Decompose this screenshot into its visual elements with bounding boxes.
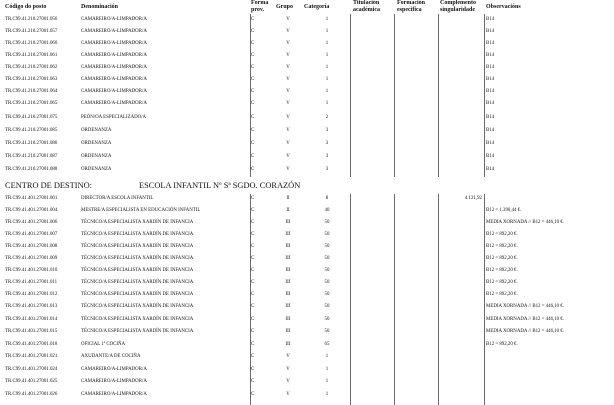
post-denomination: MESTRE/A ESPECIALISTA EN EDUCACIÓN INFANTIL xyxy=(81,208,201,213)
post-forma: C xyxy=(251,280,255,285)
table-row xyxy=(0,195,614,203)
post-grupo: V xyxy=(286,154,290,159)
post-categoria: 65 xyxy=(324,342,330,347)
post-grupo: V xyxy=(286,17,290,22)
post-observacions: B14 xyxy=(486,65,495,70)
post-code: TR.C99.41.401.27001.015 xyxy=(5,329,58,334)
post-code: TR.C99.41.210.27001.086 xyxy=(5,141,58,146)
post-forma: C xyxy=(251,354,255,359)
post-categoria: 2 xyxy=(325,115,329,120)
post-forma: C xyxy=(251,220,255,225)
post-denomination: CAMAREIRO/A-LIMPADOR/A xyxy=(81,17,147,22)
post-observacions: MEDIA XORNADA // B12 = 446,10 €. xyxy=(486,304,565,309)
table-row xyxy=(0,243,614,251)
post-categoria: 50 xyxy=(324,232,330,237)
post-grupo: III xyxy=(285,317,291,322)
post-forma: C xyxy=(251,304,255,309)
post-forma: C xyxy=(251,101,255,106)
post-denomination: TÉCNICO/A ESPECIALISTA XARDÍN DE INFANCIA xyxy=(81,329,194,334)
post-observacions: B14 xyxy=(486,17,495,22)
header-titulacion: Titulación académica xyxy=(353,0,380,13)
table-row xyxy=(0,366,614,374)
table-row xyxy=(0,231,614,239)
post-observacions: B14 xyxy=(486,154,495,159)
section-center-name: ESCOLA INFANTIL Nº Sª SGDO. CORAZÓN xyxy=(139,181,301,190)
post-grupo: III xyxy=(285,256,291,261)
post-code: TR.C99.41.401.27001.021 xyxy=(5,354,58,359)
post-forma: C xyxy=(251,329,255,334)
post-denomination: ORDENANZA xyxy=(81,128,112,133)
post-code: TR.C99.41.210.27001.075 xyxy=(5,115,58,120)
post-grupo: III xyxy=(285,304,291,309)
post-categoria: 3 xyxy=(325,167,329,172)
table-row xyxy=(0,16,614,24)
post-code: TR.C99.41.401.27001.007 xyxy=(5,232,58,237)
post-denomination: DIRECTOR/A ESCOLA INFANTIL xyxy=(81,196,154,201)
section-heading xyxy=(5,180,614,192)
post-grupo: V xyxy=(286,379,290,384)
post-observacions: B14 xyxy=(486,77,495,82)
table-row xyxy=(0,140,614,148)
post-categoria: 50 xyxy=(324,244,330,249)
post-forma: C xyxy=(251,128,255,133)
post-forma: C xyxy=(251,392,255,397)
post-code: TR.C99.41.210.27001.065 xyxy=(5,101,58,106)
table-row xyxy=(0,153,614,161)
post-grupo: V xyxy=(286,128,290,133)
table-row xyxy=(0,127,614,135)
post-code: TR.C99.41.401.27001.025 xyxy=(5,379,58,384)
post-code: TR.C99.41.210.27001.088 xyxy=(5,167,58,172)
post-forma: C xyxy=(251,208,255,213)
post-code: TR.C99.41.401.27001.008 xyxy=(5,244,58,249)
table-row xyxy=(0,353,614,361)
post-observacions: B12 = 892,20 €. xyxy=(486,292,518,297)
post-forma: C xyxy=(251,367,255,372)
post-grupo: III xyxy=(285,220,291,225)
post-forma: C xyxy=(251,141,255,146)
post-denomination: TÉCNICO/A ESPECIALISTA XARDÍN DE INFANCIA xyxy=(81,268,194,273)
post-grupo: V xyxy=(286,41,290,46)
post-forma: C xyxy=(251,154,255,159)
post-grupo: III xyxy=(285,232,291,237)
header-codigo: Código do posto xyxy=(5,4,47,10)
post-categoria: 3 xyxy=(325,128,329,133)
post-denomination: TÉCNICO/A ESPECIALISTA XARDÍN DE INFANCIA xyxy=(81,256,194,261)
post-categoria: 1 xyxy=(325,77,329,82)
post-observacions: B12 = 892,20 €. xyxy=(486,256,518,261)
header-complemento: Complemento singularidade xyxy=(440,0,476,13)
table-row xyxy=(0,303,614,311)
table-row xyxy=(0,255,614,263)
post-denomination: CAMAREIRO/A-LIMPADOR/A xyxy=(81,392,147,397)
post-forma: C xyxy=(251,256,255,261)
post-grupo: III xyxy=(285,329,291,334)
post-categoria: 1 xyxy=(325,29,329,34)
post-forma: C xyxy=(251,29,255,34)
table-row xyxy=(0,76,614,84)
table-row xyxy=(0,166,614,174)
post-observacions: B14 xyxy=(486,101,495,106)
post-denomination: TÉCNICO/A ESPECIALISTA XARDÍN DE INFANCIA xyxy=(81,304,194,309)
post-observacions: B14 xyxy=(486,41,495,46)
post-categoria: 50 xyxy=(324,280,330,285)
post-forma: C xyxy=(251,115,255,120)
post-denomination: CAMAREIRO/A-LIMPADOR/A xyxy=(81,65,147,70)
post-code: TR.C99.41.210.27001.060 xyxy=(5,41,58,46)
post-observacions: MEDIA XORNADA // B12 = 446,10 €. xyxy=(486,220,565,225)
section-label: CENTRO DE DESTINO: xyxy=(5,181,93,190)
post-categoria: 1 xyxy=(325,392,329,397)
post-code: TR.C99.41.401.27001.004 xyxy=(5,208,58,213)
table-row xyxy=(0,114,614,122)
post-categoria: 1 xyxy=(325,354,329,359)
post-forma: C xyxy=(251,292,255,297)
post-grupo: II xyxy=(286,196,290,201)
post-denomination: CAMAREIRO/A-LIMPADOR/A xyxy=(81,379,147,384)
table-row xyxy=(0,279,614,287)
post-categoria: 1 xyxy=(325,65,329,70)
post-code: TR.C99.41.210.27001.087 xyxy=(5,154,58,159)
table-row xyxy=(0,341,614,349)
table-row xyxy=(0,291,614,299)
post-denomination: PEÓN/OA ESPECIALIZADO/A xyxy=(81,115,147,120)
post-categoria: 1 xyxy=(325,41,329,46)
post-code: TR.C99.41.210.27001.061 xyxy=(5,53,58,58)
post-complemento: 4.121,92 xyxy=(464,196,482,201)
post-code: TR.C99.41.210.27001.057 xyxy=(5,29,58,34)
header-forma: Forma prov. xyxy=(251,0,269,13)
header-formacion: Formación específica xyxy=(397,0,425,13)
post-categoria: 8 xyxy=(325,196,329,201)
post-grupo: V xyxy=(286,29,290,34)
post-grupo: V xyxy=(286,53,290,58)
post-grupo: V xyxy=(286,101,290,106)
post-denomination: ORDENANZA xyxy=(81,167,112,172)
post-code: TR.C99.41.401.27001.024 xyxy=(5,367,58,372)
post-grupo: V xyxy=(286,89,290,94)
post-forma: C xyxy=(251,77,255,82)
table-row xyxy=(0,378,614,386)
post-categoria: 1 xyxy=(325,101,329,106)
post-forma: C xyxy=(251,196,255,201)
post-code: TR.C99.41.401.27001.013 xyxy=(5,304,58,309)
post-observacions: B12 = 892,20 €. xyxy=(486,244,518,249)
table-row xyxy=(0,316,614,324)
post-denomination: TÉCNICO/A ESPECIALISTA XARDÍN DE INFANCIA xyxy=(81,220,194,225)
post-denomination: CAMAREIRO/A-LIMPADOR/A xyxy=(81,101,147,106)
post-code: TR.C99.41.401.27001.014 xyxy=(5,317,58,322)
post-categoria: 50 xyxy=(324,317,330,322)
post-observacions: B14 xyxy=(486,141,495,146)
post-code: TR.C99.41.401.27001.011 xyxy=(5,280,58,285)
post-categoria: 1 xyxy=(325,379,329,384)
post-grupo: V xyxy=(286,115,290,120)
post-code: TR.C99.41.210.27001.056 xyxy=(5,17,58,22)
post-observacions: B14 xyxy=(486,128,495,133)
post-grupo: V xyxy=(286,65,290,70)
post-code: TR.C99.41.210.27001.085 xyxy=(5,128,58,133)
post-grupo: V xyxy=(286,367,290,372)
table-row xyxy=(0,88,614,96)
post-observacions: B14 xyxy=(486,167,495,172)
post-denomination: ORDENANZA xyxy=(81,154,112,159)
table-row xyxy=(0,219,614,227)
post-code: TR.C99.41.401.27001.001 xyxy=(5,196,58,201)
post-grupo: V xyxy=(286,392,290,397)
header-denominacion: Denominación xyxy=(81,4,119,10)
post-observacions: B14 xyxy=(486,115,495,120)
post-categoria: 50 xyxy=(324,292,330,297)
post-denomination: CAMAREIRO/A-LIMPADOR/A xyxy=(81,29,147,34)
table-row xyxy=(0,100,614,108)
post-grupo: II xyxy=(286,208,290,213)
post-denomination: TÉCNICO/A ESPECIALISTA XARDÍN DE INFANCIA xyxy=(81,280,194,285)
table-row xyxy=(0,391,614,399)
post-observacions: B12 = 892,20 €. xyxy=(486,342,518,347)
post-code: TR.C99.41.401.27001.009 xyxy=(5,256,58,261)
post-categoria: 1 xyxy=(325,53,329,58)
post-grupo: V xyxy=(286,77,290,82)
post-categoria: 3 xyxy=(325,154,329,159)
post-denomination: CAMAREIRO/A-LIMPADOR/A xyxy=(81,367,147,372)
post-categoria: 1 xyxy=(325,367,329,372)
post-forma: C xyxy=(251,89,255,94)
post-categoria: 3 xyxy=(325,141,329,146)
post-forma: C xyxy=(251,167,255,172)
table-row xyxy=(0,52,614,60)
post-observacions: B12 = 892,20 €. xyxy=(486,232,518,237)
post-denomination: ORDENANZA xyxy=(81,141,112,146)
post-observacions: B12 = 892,20 €. xyxy=(486,280,518,285)
post-forma: C xyxy=(251,342,255,347)
post-categoria: 40 xyxy=(324,208,330,213)
post-observacions: MEDIA XORNADA // B12 = 446,10 €. xyxy=(486,317,565,322)
post-grupo: III xyxy=(285,292,291,297)
post-denomination: TÉCNICO/A ESPECIALISTA XARDÍN DE INFANCIA xyxy=(81,292,194,297)
post-observacions: B14 xyxy=(486,89,495,94)
post-forma: C xyxy=(251,232,255,237)
table-row xyxy=(0,328,614,336)
post-denomination: OFICIAL 1ª COCIÑA xyxy=(81,342,126,347)
post-code: TR.C99.41.210.27001.062 xyxy=(5,65,58,70)
post-observacions: B14 xyxy=(486,29,495,34)
table-row xyxy=(0,40,614,48)
post-categoria: 1 xyxy=(325,89,329,94)
post-forma: C xyxy=(251,317,255,322)
post-grupo: III xyxy=(285,342,291,347)
post-denomination: TÉCNICO/A ESPECIALISTA XARDÍN DE INFANCIA xyxy=(81,244,194,249)
post-forma: C xyxy=(251,53,255,58)
post-categoria: 1 xyxy=(325,17,329,22)
post-grupo: III xyxy=(285,268,291,273)
post-forma: C xyxy=(251,41,255,46)
post-code: TR.C99.41.401.27001.026 xyxy=(5,392,58,397)
post-grupo: V xyxy=(286,141,290,146)
post-grupo: III xyxy=(285,280,291,285)
table-row xyxy=(0,267,614,275)
post-forma: C xyxy=(251,268,255,273)
header-categoria: Categoría xyxy=(304,4,330,10)
post-denomination: TÉCNICO/A ESPECIALISTA XARDÍN DE INFANCIA xyxy=(81,317,194,322)
post-forma: C xyxy=(251,17,255,22)
post-observacions: B12 = 1.390,44 €. xyxy=(486,208,522,213)
post-grupo: V xyxy=(286,167,290,172)
post-code: TR.C99.41.401.27001.012 xyxy=(5,292,58,297)
post-categoria: 50 xyxy=(324,256,330,261)
post-code: TR.C99.41.210.27001.063 xyxy=(5,77,58,82)
post-forma: C xyxy=(251,65,255,70)
post-categoria: 50 xyxy=(324,268,330,273)
post-observacions: MEDIA XORNADA // B12 = 446,10 €. xyxy=(486,329,565,334)
table-row xyxy=(0,207,614,215)
post-forma: C xyxy=(251,379,255,384)
post-code: TR.C99.41.401.27001.006 xyxy=(5,220,58,225)
header-observacions: Observacións xyxy=(486,4,521,10)
post-code: TR.C99.41.401.27001.018 xyxy=(5,342,58,347)
table-row xyxy=(0,64,614,72)
post-observacions: B14 xyxy=(486,53,495,58)
table-row xyxy=(0,28,614,36)
post-forma: C xyxy=(251,244,255,249)
post-code: TR.C99.41.401.27001.010 xyxy=(5,268,58,273)
post-denomination: CAMAREIRO/A-LIMPADOR/A xyxy=(81,77,147,82)
post-categoria: 50 xyxy=(324,304,330,309)
post-denomination: TÉCNICO/A ESPECIALISTA XARDÍN DE INFANCIA xyxy=(81,232,194,237)
post-denomination: CAMAREIRO/A-LIMPADOR/A xyxy=(81,89,147,94)
post-grupo: V xyxy=(286,354,290,359)
post-denomination: AXUDANTE/A DE COCIÑA xyxy=(81,354,141,359)
header-grupo: Grupo xyxy=(276,4,294,10)
post-denomination: CAMAREIRO/A-LIMPADOR/A xyxy=(81,41,147,46)
post-denomination: CAMAREIRO/A-LIMPADOR/A xyxy=(81,53,147,58)
post-categoria: 50 xyxy=(324,329,330,334)
post-code: TR.C99.41.210.27001.064 xyxy=(5,89,58,94)
post-observacions: B12 = 892,20 €. xyxy=(486,268,518,273)
post-grupo: III xyxy=(285,244,291,249)
post-categoria: 50 xyxy=(324,220,330,225)
